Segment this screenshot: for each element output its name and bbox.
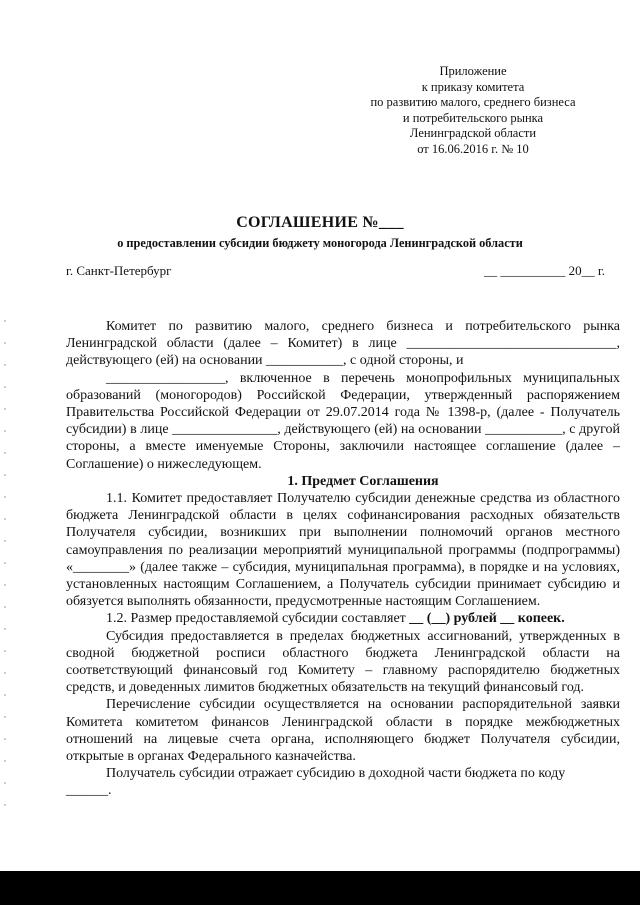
section-heading: 1. Предмет Соглашения: [287, 473, 439, 489]
document-body: [66, 318, 620, 800]
document-title: СОГЛАШЕНИЕ №___: [236, 214, 404, 231]
appendix-line: Ленинградской области: [409, 126, 537, 140]
paragraph: _________________, включенное в перечень монопрофильных муниципальных образований (моногородов) Российской Федерации, утвержденный распоряжением Правительства Российской Федерации от 29.07.2014 года № 1398-р, (далее - Получатель субсидии) в лице _______________, действующего (ей) на основании ___________, с другой стороны, а вместе именуемые Стороны, заключили настоящее соглашение (далее – Соглашение) о нижеследующем.: [66, 370, 620, 472]
paragraph: Комитет по развитию малого, среднего бизнеса и потребительского рынка Ленинградской области (далее – Комитет) в лице ______________________________, действующего (ей) на основании ___________, с одной стороны, и: [66, 319, 620, 369]
appendix-line: Приложение: [439, 64, 507, 78]
paragraph: [66, 610, 620, 627]
paragraph: 1.1. Комитет предоставляет Получателю субсидии денежные средства из областного бюджета Ленинградской области в целях софинансирования расходных обязательств Получателя субсидии, возникших при выполнении полномочий органов местного самоуправления по реализации мероприятий муниципальной программы (подпрограммы) «________» (далее также – субсидия, муниципальная программа), в порядке и на условиях, установленных настоящим Соглашением, а Получатель субсидии принимает субсидию и обязуется выполнять обязанности, предусмотренные настоящим Соглашением.: [66, 491, 620, 610]
appendix-line: к приказу комитета: [421, 79, 525, 94]
paragraph: ______.: [66, 783, 112, 799]
paragraph: Перечисление субсидии осуществляется на основании распорядительной заявки Комитета комитетом финансов Ленинградской области в порядке межбюджетных отношений на лицевые счета органа, исполняющего бюджет Получателя субсидии, открытые в органах Федерального казначейства.: [66, 697, 620, 765]
appendix-block: [358, 64, 588, 157]
document-subtitle: о предоставлении субсидии бюджету моногорода Ленинградской области: [117, 236, 523, 250]
appendix-line: и потребительского рынка: [402, 110, 544, 125]
date-of-signing: __ __________ 20__ г.: [484, 263, 605, 278]
paragraph-text: 1.2. Размер предоставляемой субсидии составляет: [106, 611, 410, 627]
paragraph: Получатель субсидии отражает субсидию в доходной части бюджета по коду: [106, 766, 566, 782]
scan-edge-marks: [4, 320, 6, 820]
paragraph: Субсидия предоставляется в пределах бюджетных ассигнований, утвержденных в сводной бюджетной росписи областного бюджета Ленинградской области на соответствующий финансовый год Комитету – главному распорядителю бюджетных средств, и доведенных лимитов бюджетных обязательств на текущий финансовый год.: [66, 628, 620, 696]
appendix-line: по развитию малого, среднего бизнеса: [370, 95, 576, 109]
place-of-signing: г. Санкт-Петербург: [66, 263, 172, 278]
subsidy-amount: __ (__) рублей __ копеек.: [409, 611, 565, 627]
appendix-line: от 16.06.2016 г. № 10: [417, 141, 529, 156]
scan-bottom-border: [0, 871, 640, 905]
